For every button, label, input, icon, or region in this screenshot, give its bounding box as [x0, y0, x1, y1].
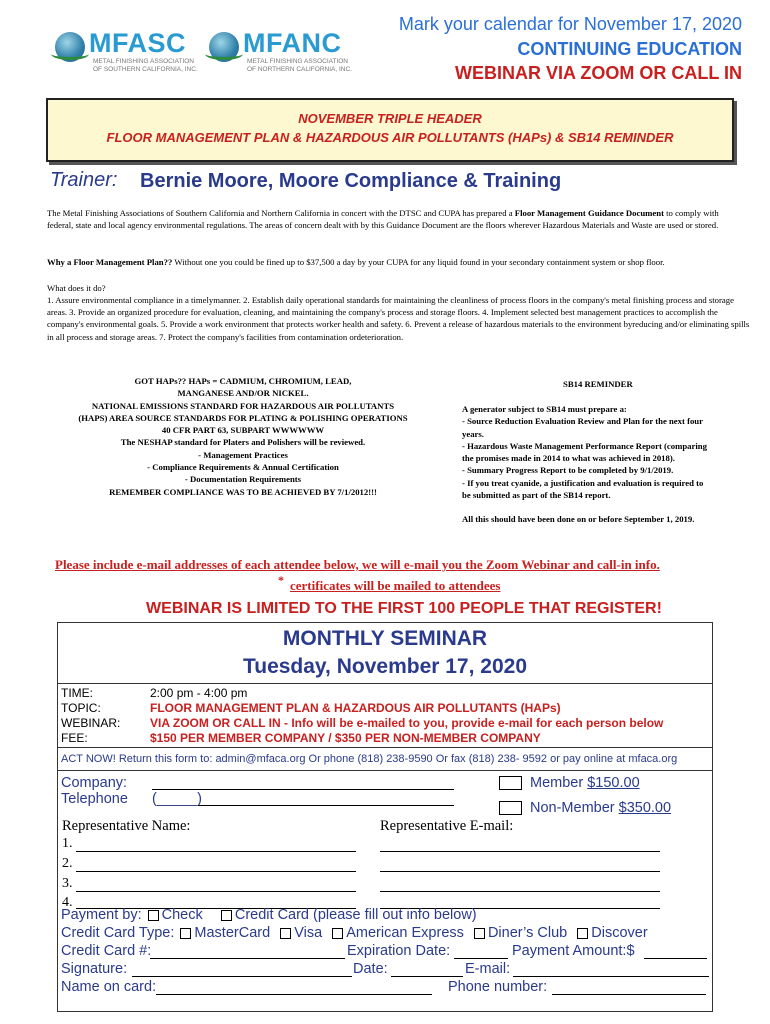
- telephone-label: Telephone: [61, 791, 128, 807]
- amex-label: American Express: [346, 925, 464, 941]
- rep-email-label: Representative E-mail:: [380, 818, 514, 834]
- rep-number-3: 3.: [62, 876, 73, 891]
- header-webinar: WEBINAR VIA ZOOM OR CALL IN: [455, 63, 742, 83]
- nonmember-checkbox[interactable]: [499, 801, 522, 815]
- date-input[interactable]: [391, 976, 463, 977]
- signature-input[interactable]: [132, 976, 352, 977]
- nonmember-option: [530, 800, 671, 816]
- phone-number-label: Phone number:: [448, 979, 548, 995]
- sb14-line: be submitted as part of the SB14 report.: [462, 490, 611, 501]
- header-continuing-education: CONTINUING EDUCATION: [517, 39, 742, 59]
- divider: [58, 747, 712, 748]
- header-date-line: Mark your calendar for November 17, 2020: [398, 14, 742, 34]
- haps-section: [34, 375, 452, 498]
- fee-label: FEE:: [61, 731, 88, 745]
- email-input[interactable]: [513, 976, 709, 977]
- company-input[interactable]: [152, 789, 454, 790]
- rep-email-input-2[interactable]: [380, 871, 660, 872]
- telephone-input[interactable]: [198, 805, 454, 806]
- rep-number-2: 2.: [62, 856, 73, 871]
- why-question: Why a Floor Management Plan??: [47, 257, 173, 267]
- mfanc-logo-name: MFANC: [243, 28, 342, 58]
- seminar-date: Tuesday, November 17, 2020: [242, 655, 528, 678]
- haps-line: REMEMBER COMPLIANCE WAS TO BE ACHIEVED BY 7/1/2012!!!: [109, 486, 377, 497]
- globe-icon: [209, 32, 239, 62]
- member-label: Member: [530, 775, 584, 791]
- name-on-card-label: Name on card:: [61, 979, 157, 995]
- haps-line: The NESHAP standard for Platers and Polishers will be reviewed.: [120, 437, 366, 448]
- diners-checkbox[interactable]: [474, 928, 485, 939]
- rep-email-input-1[interactable]: [380, 851, 660, 852]
- member-price: $150.00: [587, 775, 640, 791]
- area-code-field[interactable]: (_____): [152, 791, 202, 807]
- mfanc-logo-sub2: OF NORTHERN CALIFORNIA, INC.: [247, 66, 352, 73]
- intro-text-c: to comply with federal, state and local agency environmental regulations. The areas of concern dealt with by this Guidance Document are the floors wherever Hazardous Materials and Waste are used or stored.: [47, 208, 719, 231]
- payment-by-label: Payment by:: [61, 907, 142, 923]
- nonmember-price: $350.00: [618, 800, 672, 816]
- banner-subtitle: FLOOR MANAGEMENT PLAN & HAZARDOUS AIR POLLUTANTS (HAPs) & SB14 REMINDER: [106, 130, 674, 145]
- mfanc-logo-sub1: METAL FINISHING ASSOCIATION: [247, 58, 349, 65]
- mastercard-checkbox[interactable]: [180, 928, 191, 939]
- discover-label: Discover: [591, 925, 648, 941]
- payment-row: [61, 907, 477, 923]
- mfasc-logo-sub1: METAL FINISHING ASSOCIATION: [93, 58, 195, 65]
- rep-name-label: Representative Name:: [62, 818, 191, 834]
- haps-line: 40 CFR PART 63, SUBPART WWWWWW: [161, 425, 325, 436]
- haps-line: - Documentation Requirements: [184, 474, 302, 485]
- mfasc-logo-sub2: OF SOUTHERN CALIFORNIA, INC.: [93, 66, 198, 73]
- mfasc-logo-name: MFASC: [89, 28, 186, 58]
- time-value: 2:00 pm - 4:00 pm: [150, 686, 248, 700]
- email-label: E-mail:: [465, 961, 511, 977]
- seminar-title: MONTHLY SEMINAR: [282, 627, 488, 650]
- topic-value: FLOOR MANAGEMENT PLAN & HAZARDOUS AIR POLLUTANTS (HAPs): [150, 701, 561, 715]
- haps-line: - Compliance Requirements & Annual Certification: [147, 462, 339, 473]
- haps-line: NATIONAL EMISSIONS STANDARD FOR HAZARDOUS AIR POLLUTANTS: [91, 400, 395, 411]
- member-option: [530, 775, 640, 791]
- rep-number-4: 4.: [62, 895, 73, 910]
- mfasc-logo: [55, 28, 198, 74]
- trainer-name: Bernie Moore, Moore Compliance & Training: [140, 170, 562, 192]
- mfanc-logo: [209, 28, 352, 74]
- email-notice: Please include e-mail addresses of each attendee below, we will e-mail you the Zoom Webinar and call-in info.: [55, 557, 660, 572]
- sb14-title: SB14 REMINDER: [563, 379, 633, 389]
- credit-card-checkbox[interactable]: [221, 910, 232, 921]
- card-number-input[interactable]: [150, 958, 345, 959]
- rep-name-input-2[interactable]: [76, 871, 356, 872]
- banner-title: NOVEMBER TRIPLE HEADER: [298, 111, 482, 126]
- intro-text-bold: Floor Management Guidance Document: [514, 208, 664, 218]
- visa-checkbox[interactable]: [280, 928, 291, 939]
- payment-amount-label: Payment Amount:$: [512, 943, 635, 959]
- topic-label: TOPIC:: [61, 701, 101, 715]
- haps-line: (HAPS) AREA SOURCE STANDARDS FOR PLATING & POLISHING OPERATIONS: [78, 412, 408, 423]
- sb14-line: years.: [462, 428, 484, 439]
- haps-line: - Management Practices: [198, 449, 288, 460]
- intro-text-a: The Metal Finishing Associations of Southern California and Northern California in concert with the DTSC and CUPA has prepared a: [47, 208, 515, 218]
- member-checkbox[interactable]: [499, 776, 522, 790]
- act-now-text: ACT NOW! Return this form to: admin@mfaca.org Or phone (818) 238-9590 Or fax (818) 238- 9592 or pay online at mfaca.org: [61, 753, 678, 765]
- sb14-section: [462, 403, 752, 526]
- registration-form: [57, 622, 713, 1012]
- card-type-row: [61, 925, 648, 941]
- time-label: TIME:: [61, 686, 93, 700]
- sb14-line: - If you treat cyanide, a justification and evaluation is required to: [462, 477, 704, 488]
- card-number-label: Credit Card #:: [61, 943, 152, 959]
- fee-value: $150 PER MEMBER COMPANY / $350 PER NON-MEMBER COMPANY: [150, 731, 541, 745]
- star-mark: *: [278, 573, 284, 587]
- sb14-footer: All this should have been done on or before September 1, 2019.: [462, 514, 695, 525]
- card-type-label: Credit Card Type:: [61, 925, 175, 941]
- what-heading: What does it do?: [47, 283, 106, 293]
- check-label: Check: [161, 907, 203, 923]
- why-answer: Without one you could be fined up to $37,500 a day by your CUPA for any liquid found in your secondary containment system or shop floor.: [172, 257, 665, 267]
- triple-header-banner: [46, 98, 734, 162]
- diners-label: Diner’s Club: [487, 925, 568, 941]
- webinar-value: VIA ZOOM OR CALL IN - Info will be e-mailed to you, provide e-mail for each person below: [150, 716, 664, 730]
- sb14-line: A generator subject to SB14 must prepare a:: [462, 404, 627, 414]
- payment-amount-input[interactable]: [644, 958, 707, 959]
- globe-icon: [55, 32, 85, 62]
- discover-checkbox[interactable]: [577, 928, 588, 939]
- why-paragraph: [47, 256, 747, 268]
- rep-email-input-3[interactable]: [380, 891, 660, 892]
- date-label: Date:: [353, 961, 388, 977]
- sb14-line: - Source Reduction Evaluation Review and Plan for the next four: [462, 416, 703, 427]
- credit-card-label: Credit Card (please fill out info below): [234, 907, 477, 923]
- check-checkbox[interactable]: [148, 910, 159, 921]
- expiration-label: Expiration Date:: [347, 943, 451, 959]
- company-label: Company:: [61, 775, 128, 791]
- visa-label: Visa: [294, 925, 323, 941]
- name-on-card-input[interactable]: [156, 994, 432, 995]
- rep-name-input-3[interactable]: [76, 891, 356, 892]
- sb14-line: - Hazardous Waste Management Performance Report (comparing: [462, 440, 707, 451]
- trainer-label: Trainer:: [50, 169, 118, 191]
- signature-label: Signature:: [61, 961, 128, 977]
- haps-line: GOT HAPs?? HAPs = CADMIUM, CHROMIUM, LEAD,: [134, 376, 352, 386]
- expiration-input[interactable]: [454, 958, 508, 959]
- rep-number-1: 1.: [62, 836, 73, 851]
- divider: [58, 770, 712, 771]
- nonmember-label: Non-Member: [530, 800, 615, 816]
- limit-notice: WEBINAR IS LIMITED TO THE FIRST 100 PEOPLE THAT REGISTER!: [146, 600, 662, 617]
- rep-name-input-1[interactable]: [76, 851, 356, 852]
- haps-line: MANGANESE AND/OR NICKEL.: [177, 388, 309, 399]
- mastercard-label: MasterCard: [194, 925, 271, 941]
- certificates-notice: certificates will be mailed to attendees: [290, 578, 501, 593]
- divider: [58, 683, 712, 684]
- sb14-line: the promises made in 2014 to what was achieved in 2018).: [462, 453, 675, 464]
- phone-number-input[interactable]: [552, 994, 706, 995]
- benefits-list: 1. Assure environmental compliance in a timelymanner. 2. Establish daily operational standards for maintaining the cleanliness of process floors in the company's metal finishing process and storage areas. 3. Provide an organized procedure for evaluation, cleaning, and maintaining the company's process and storage floors. 4. Implement selected best management practices to accomplish the company's environmental goals. 5. Provide a work environment that protects worker health and safety. 6. Prevent a release of hazardous materials to the environment byreducing and/or eliminating spills in all process and storage areas. 7. Protect the company's facilities from contamination ordeterioration.: [47, 295, 750, 342]
- sb14-line: - Summary Progress Report to be completed by 9/1/2019.: [462, 465, 674, 476]
- webinar-label: WEBINAR:: [61, 716, 121, 730]
- amex-checkbox[interactable]: [332, 928, 343, 939]
- intro-paragraph: [47, 207, 742, 231]
